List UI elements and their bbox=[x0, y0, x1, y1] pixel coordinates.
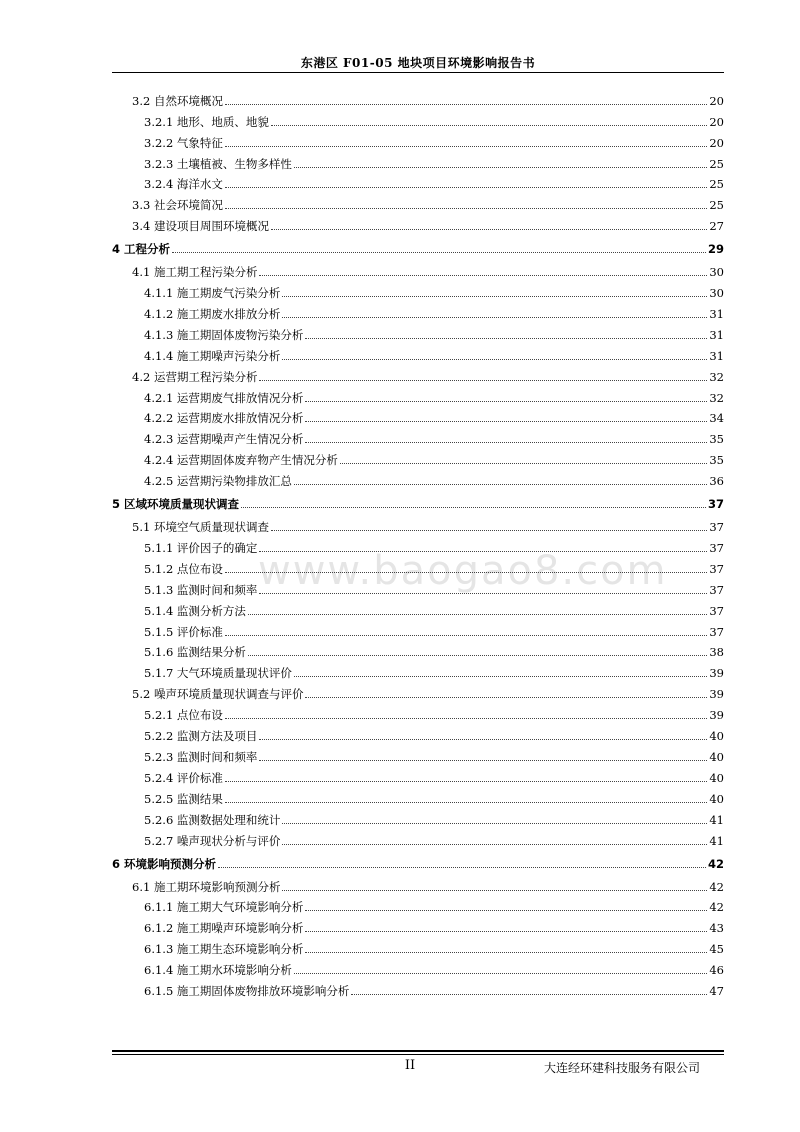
toc-entry-page: 31 bbox=[709, 327, 724, 342]
toc-leader-dots bbox=[282, 823, 707, 824]
toc-entry-page: 45 bbox=[709, 942, 724, 957]
toc-entry-label: 5.1.1 评价因子的确定 bbox=[144, 541, 258, 556]
toc-entry-page: 42 bbox=[707, 856, 724, 871]
toc-leader-dots bbox=[241, 507, 706, 508]
toc-entry-label: 3.2 自然环境概况 bbox=[132, 93, 223, 108]
toc-entry-label: 4 工程分析 bbox=[112, 242, 171, 257]
toc-entry-page: 40 bbox=[709, 791, 724, 806]
toc-entry-label: 6.1.5 施工期固体废物排放环境影响分析 bbox=[144, 983, 350, 998]
toc-entry-label: 6.1.1 施工期大气环境影响分析 bbox=[144, 900, 304, 915]
toc-entry-page: 20 bbox=[709, 93, 724, 108]
toc-entry-label: 6.1.4 施工期水环境影响分析 bbox=[144, 963, 292, 978]
toc-entry[interactable] bbox=[112, 519, 724, 535]
toc-entry-page: 31 bbox=[709, 307, 724, 322]
toc-entry-label: 5.2.7 噪声现状分析与评价 bbox=[144, 833, 281, 848]
toc-entry[interactable] bbox=[112, 93, 724, 109]
toc-entry-label: 5.1.5 评价标准 bbox=[144, 624, 223, 639]
toc-entry-label: 5.2.6 监测数据处理和统计 bbox=[144, 812, 281, 827]
toc-leader-dots bbox=[248, 655, 707, 656]
toc-leader-dots bbox=[259, 760, 707, 761]
toc-entry-page: 31 bbox=[709, 348, 724, 363]
toc-entry[interactable] bbox=[112, 812, 724, 828]
toc-entry-label: 5.2.3 监测时间和频率 bbox=[144, 749, 258, 764]
toc-leader-dots bbox=[172, 252, 706, 253]
toc-entry-label: 3.2.1 地形、地质、地貌 bbox=[144, 114, 269, 129]
toc-leader-dots bbox=[282, 296, 707, 297]
toc-entry-page: 32 bbox=[709, 390, 724, 405]
page-header-title: 东港区 F01-05 地块项目环境影响报告书 bbox=[300, 56, 536, 70]
toc-entry[interactable] bbox=[112, 390, 724, 406]
toc-entry-page: 29 bbox=[707, 242, 724, 257]
toc-entry[interactable] bbox=[112, 983, 724, 999]
toc-entry[interactable] bbox=[112, 431, 724, 447]
toc-entry-label: 3.2.2 气象特征 bbox=[144, 135, 223, 150]
toc-entry-page: 37 bbox=[707, 497, 724, 512]
toc-entry-label: 4.1 施工期工程污染分析 bbox=[132, 265, 258, 280]
toc-entry-label: 5.1.4 监测分析方法 bbox=[144, 603, 246, 618]
toc-entry[interactable] bbox=[112, 879, 724, 895]
toc-entry-page: 41 bbox=[709, 833, 724, 848]
toc-entry-page: 39 bbox=[709, 708, 724, 723]
toc-entry-page: 36 bbox=[709, 474, 724, 489]
toc-entry-page: 37 bbox=[709, 624, 724, 639]
toc-entry-label: 5.1 环境空气质量现状调查 bbox=[132, 520, 269, 535]
toc-entry[interactable] bbox=[112, 665, 724, 681]
toc-entry-label: 3.4 建设项目周围环境概况 bbox=[132, 219, 269, 234]
toc-entry[interactable] bbox=[112, 624, 724, 640]
toc-leader-dots bbox=[305, 931, 707, 932]
footer-rule-thick bbox=[112, 1050, 724, 1052]
toc-leader-dots bbox=[305, 442, 707, 443]
toc-leader-dots bbox=[305, 401, 707, 402]
toc-entry-label: 4.2.1 运营期废气排放情况分析 bbox=[144, 390, 304, 405]
toc-entry-page: 25 bbox=[709, 156, 724, 171]
toc-leader-dots bbox=[259, 593, 707, 594]
toc-entry-label: 6 环境影响预测分析 bbox=[112, 856, 217, 871]
toc-leader-dots bbox=[218, 867, 706, 868]
toc-entry-page: 27 bbox=[709, 219, 724, 234]
toc-entry-page: 37 bbox=[709, 541, 724, 556]
toc-entry[interactable] bbox=[112, 644, 724, 660]
toc-entry-page: 34 bbox=[709, 411, 724, 426]
toc-entry[interactable] bbox=[112, 306, 724, 322]
toc-entry-label: 4.2.2 运营期废水排放情况分析 bbox=[144, 411, 304, 426]
toc-entry-page: 41 bbox=[709, 812, 724, 827]
toc-entry[interactable] bbox=[112, 540, 724, 556]
toc-leader-dots bbox=[225, 208, 707, 209]
toc-leader-dots bbox=[225, 187, 707, 188]
toc-entry-page: 43 bbox=[709, 921, 724, 936]
footer-page-number: II bbox=[404, 1058, 416, 1073]
toc-entry-label: 3.3 社会环境简况 bbox=[132, 198, 223, 213]
toc-entry-label: 6.1 施工期环境影响预测分析 bbox=[132, 879, 281, 894]
toc-leader-dots bbox=[259, 275, 707, 276]
toc-entry[interactable] bbox=[112, 603, 724, 619]
toc-leader-dots bbox=[225, 802, 707, 803]
toc-entry[interactable] bbox=[112, 962, 724, 978]
toc-leader-dots bbox=[225, 781, 707, 782]
toc-entry[interactable] bbox=[112, 496, 724, 512]
toc-leader-dots bbox=[305, 421, 707, 422]
toc-entry-page: 47 bbox=[709, 983, 724, 998]
toc-entry[interactable] bbox=[112, 473, 724, 489]
header-rule bbox=[112, 72, 724, 73]
toc-entry[interactable] bbox=[112, 561, 724, 577]
toc-leader-dots bbox=[259, 551, 707, 552]
toc-entry-label: 5.1.7 大气环境质量现状评价 bbox=[144, 666, 292, 681]
toc-entry-page: 25 bbox=[709, 177, 724, 192]
toc-leader-dots bbox=[225, 146, 707, 147]
toc-leader-dots bbox=[351, 994, 707, 995]
toc-entry-label: 4.1.1 施工期废气污染分析 bbox=[144, 286, 281, 301]
toc-entry[interactable] bbox=[112, 770, 724, 786]
toc-entry-label: 5.2.1 点位布设 bbox=[144, 708, 223, 723]
toc-entry-label: 6.1.3 施工期生态环境影响分析 bbox=[144, 942, 304, 957]
toc-entry-label: 5.2 噪声环境质量现状调查与评价 bbox=[132, 687, 304, 702]
toc-leader-dots bbox=[271, 229, 707, 230]
footer-company: 大连经环建科技服务有限公司 bbox=[543, 1061, 700, 1075]
toc-entry-label: 5.1.3 监测时间和频率 bbox=[144, 582, 258, 597]
toc-leader-dots bbox=[305, 338, 707, 339]
toc-leader-dots bbox=[259, 380, 707, 381]
toc-entry-label: 5.2.5 监测结果 bbox=[144, 791, 223, 806]
toc-leader-dots bbox=[259, 739, 707, 740]
toc-leader-dots bbox=[305, 697, 707, 698]
toc-entry[interactable] bbox=[112, 941, 724, 957]
toc-entry-label: 5.1.2 点位布设 bbox=[144, 561, 223, 576]
toc-leader-dots bbox=[282, 890, 707, 891]
toc-entry[interactable] bbox=[112, 791, 724, 807]
toc-entry-page: 35 bbox=[709, 432, 724, 447]
toc-leader-dots bbox=[225, 572, 707, 573]
toc-entry-page: 35 bbox=[709, 453, 724, 468]
toc-entry-page: 40 bbox=[709, 770, 724, 785]
toc-entry[interactable] bbox=[112, 197, 724, 213]
toc-leader-dots bbox=[305, 952, 707, 953]
toc-leader-dots bbox=[282, 844, 707, 845]
toc-entry[interactable] bbox=[112, 369, 724, 385]
toc-entry-page: 32 bbox=[709, 369, 724, 384]
toc-entry-label: 5.2.2 监测方法及项目 bbox=[144, 729, 258, 744]
toc-entry-page: 40 bbox=[709, 729, 724, 744]
toc-leader-dots bbox=[294, 167, 707, 168]
toc-leader-dots bbox=[305, 910, 707, 911]
toc-leader-dots bbox=[340, 463, 707, 464]
toc-entry[interactable] bbox=[112, 920, 724, 936]
toc-entry-label: 4.1.2 施工期废水排放分析 bbox=[144, 307, 281, 322]
toc-leader-dots bbox=[282, 359, 707, 360]
toc-leader-dots bbox=[294, 676, 707, 677]
toc-leader-dots bbox=[271, 530, 707, 531]
toc-leader-dots bbox=[294, 973, 707, 974]
toc-entry[interactable] bbox=[112, 218, 724, 234]
toc-entry-label: 4.1.3 施工期固体废物污染分析 bbox=[144, 327, 304, 342]
toc-entry[interactable] bbox=[112, 686, 724, 702]
toc-entry-label: 5.1.6 监测结果分析 bbox=[144, 645, 246, 660]
watermark: www.baogao8.com bbox=[258, 548, 668, 594]
toc-entry-page: 37 bbox=[709, 603, 724, 618]
toc-entry-page: 20 bbox=[709, 114, 724, 129]
toc-entry[interactable] bbox=[112, 899, 724, 915]
toc-entry-page: 39 bbox=[709, 666, 724, 681]
toc-entry-page: 30 bbox=[709, 265, 724, 280]
toc-entry[interactable] bbox=[112, 135, 724, 151]
toc-entry-page: 38 bbox=[709, 645, 724, 660]
toc-leader-dots bbox=[225, 718, 707, 719]
toc-leader-dots bbox=[225, 635, 707, 636]
toc-entry[interactable] bbox=[112, 707, 724, 723]
toc-entry-label: 4.2.3 运营期噪声产生情况分析 bbox=[144, 432, 304, 447]
footer-rule-thin bbox=[112, 1054, 724, 1055]
toc-entry-page: 37 bbox=[709, 582, 724, 597]
toc-entry[interactable] bbox=[112, 410, 724, 426]
toc-entry[interactable] bbox=[112, 833, 724, 849]
toc-leader-dots bbox=[225, 104, 707, 105]
toc-leader-dots bbox=[271, 125, 707, 126]
toc-entry-page: 40 bbox=[709, 749, 724, 764]
toc-entry[interactable] bbox=[112, 264, 724, 280]
toc-entry[interactable] bbox=[112, 327, 724, 343]
toc-entry-page: 39 bbox=[709, 687, 724, 702]
toc-entry[interactable] bbox=[112, 285, 724, 301]
toc-entry-page: 42 bbox=[709, 879, 724, 894]
toc-entry[interactable] bbox=[112, 156, 724, 172]
toc-leader-dots bbox=[248, 614, 707, 615]
toc-entry-label: 6.1.2 施工期噪声环境影响分析 bbox=[144, 921, 304, 936]
toc-entry[interactable] bbox=[112, 241, 724, 257]
toc-entry[interactable] bbox=[112, 348, 724, 364]
toc-entry-page: 20 bbox=[709, 135, 724, 150]
toc-entry-page: 37 bbox=[709, 561, 724, 576]
toc-entry-label: 4.2.5 运营期污染物排放汇总 bbox=[144, 474, 292, 489]
toc-entry-label: 4.2 运营期工程污染分析 bbox=[132, 369, 258, 384]
toc-entry-label: 3.2.3 土壤植被、生物多样性 bbox=[144, 156, 292, 171]
toc-entry-label: 4.2.4 运营期固体废弃物产生情况分析 bbox=[144, 453, 338, 468]
toc-entry[interactable] bbox=[112, 176, 724, 192]
toc-entry[interactable] bbox=[112, 582, 724, 598]
toc-entry[interactable] bbox=[112, 452, 724, 468]
toc-entry-page: 30 bbox=[709, 286, 724, 301]
toc-entry-page: 25 bbox=[709, 198, 724, 213]
toc-entry-label: 4.1.4 施工期噪声污染分析 bbox=[144, 348, 281, 363]
toc-entry-page: 42 bbox=[709, 900, 724, 915]
toc-entry-page: 37 bbox=[709, 520, 724, 535]
toc-entry[interactable] bbox=[112, 856, 724, 872]
table-of-contents bbox=[112, 88, 724, 999]
toc-entry-page: 46 bbox=[709, 963, 724, 978]
toc-entry[interactable] bbox=[112, 114, 724, 130]
toc-entry[interactable] bbox=[112, 749, 724, 765]
toc-leader-dots bbox=[294, 484, 707, 485]
toc-entry-label: 3.2.4 海洋水文 bbox=[144, 177, 223, 192]
toc-leader-dots bbox=[282, 317, 707, 318]
toc-entry-label: 5 区域环境质量现状调查 bbox=[112, 497, 240, 512]
toc-entry-label: 5.2.4 评价标准 bbox=[144, 770, 223, 785]
toc-entry[interactable] bbox=[112, 728, 724, 744]
